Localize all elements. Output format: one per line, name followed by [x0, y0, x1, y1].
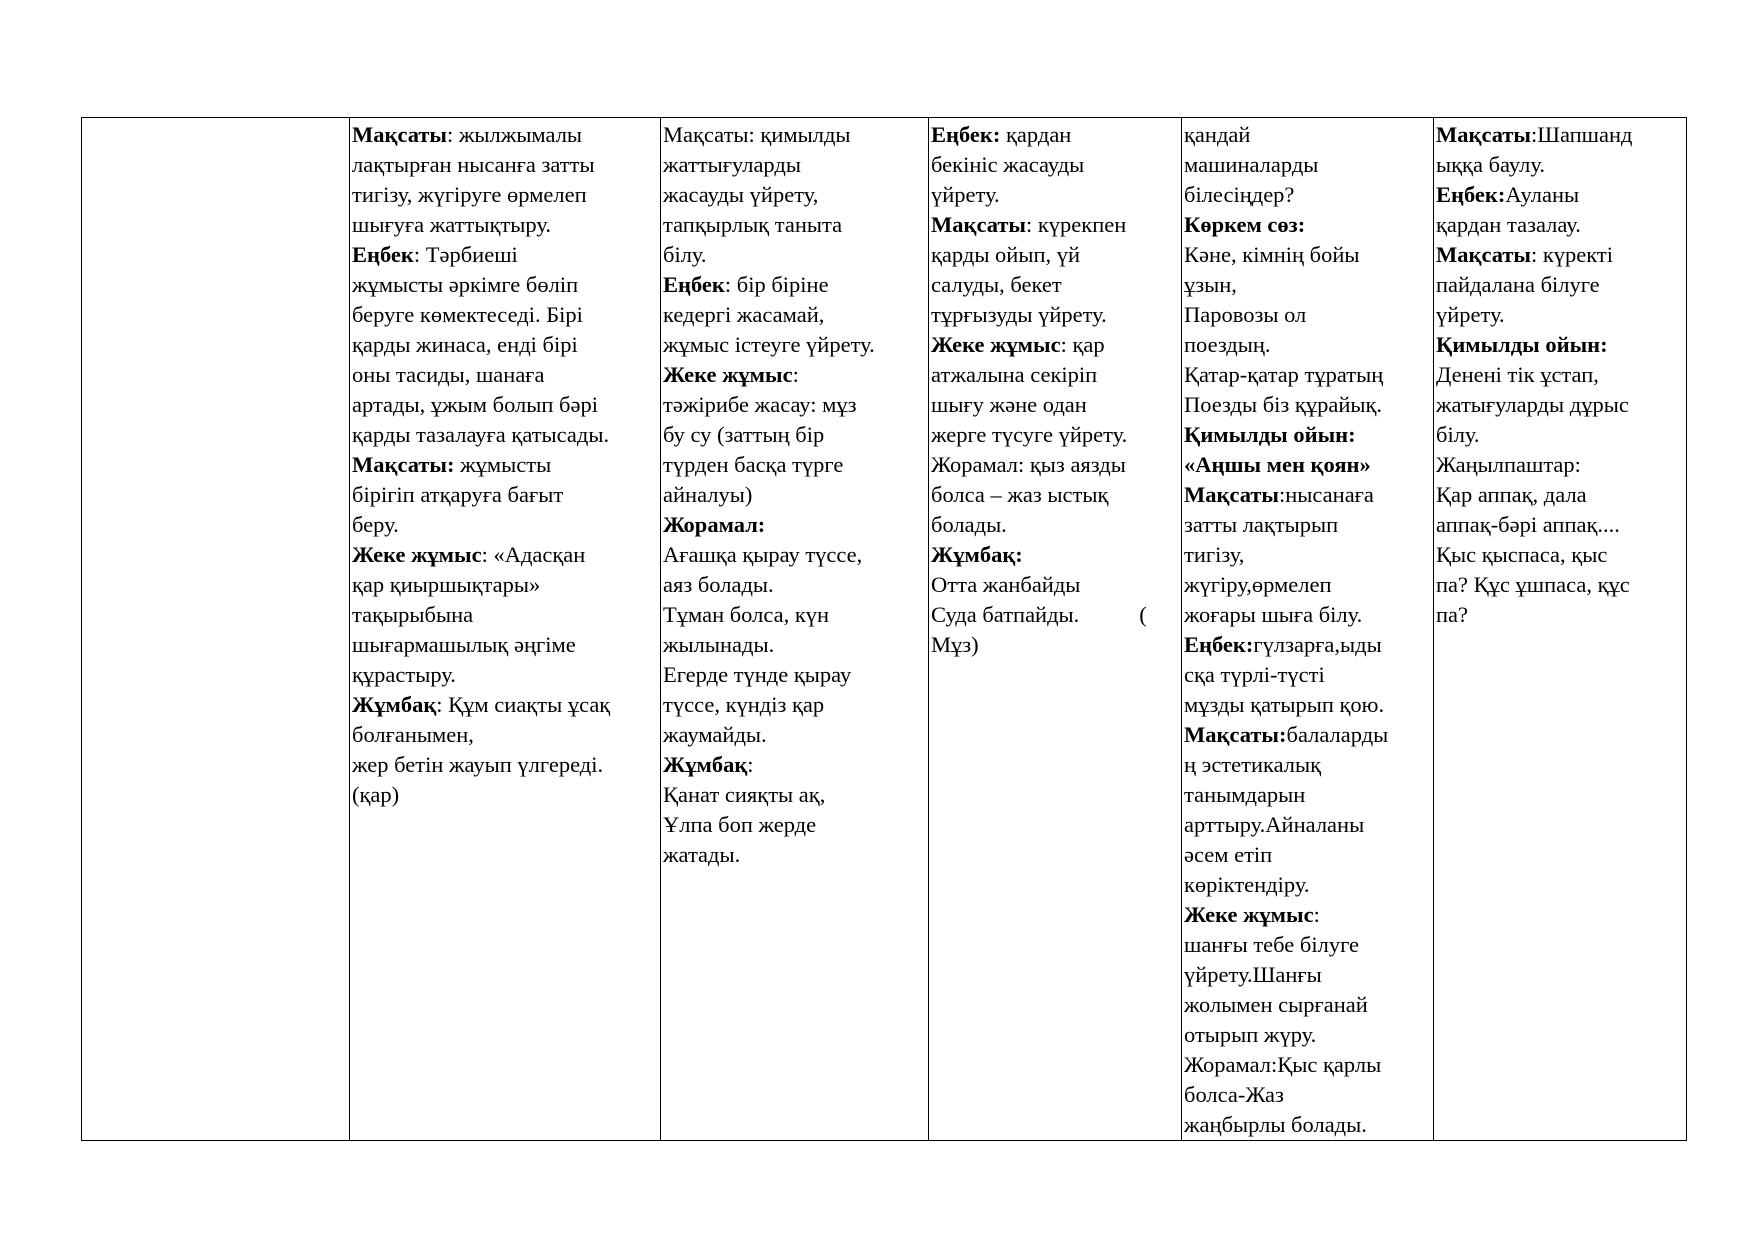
text-line	[1184, 360, 1431, 390]
text-line	[1184, 1110, 1431, 1140]
text-line	[352, 150, 658, 180]
text-line	[1436, 150, 1684, 180]
bold-label: Мақсаты	[1184, 482, 1279, 507]
text-segment: қарды тазалауға қатысады.	[352, 422, 610, 447]
text-segment: қардан	[1000, 122, 1072, 147]
bold-label: Қимылды ойын:	[1436, 332, 1608, 357]
text-line	[1184, 420, 1431, 450]
text-line	[1184, 1050, 1431, 1080]
text-line	[663, 720, 926, 750]
text-line	[663, 810, 926, 840]
text-segment: гүлзарға,ыды	[1253, 632, 1382, 657]
bold-label: Еңбек	[663, 272, 725, 297]
text-segment: : қар	[1060, 332, 1105, 357]
text-segment: артады, ұжым болып бәрі	[352, 392, 598, 417]
bold-label: Мақсаты:	[352, 452, 455, 477]
bold-label: Еңбек:	[1184, 632, 1254, 657]
text-segment: Жорамал:Қыс қарлы	[1184, 1052, 1382, 1077]
table-cell-activity-3	[929, 118, 1182, 1141]
text-segment: Қар аппақ, дала	[1436, 482, 1587, 507]
text-line	[1436, 510, 1684, 540]
text-segment: қарды жинаса, енді бірі	[352, 332, 578, 357]
text-line	[1436, 270, 1684, 300]
bold-label: Жұмбақ	[663, 752, 748, 777]
text-segment: оны тасиды, шанаға	[352, 362, 545, 387]
text-segment: аяз болады.	[663, 572, 774, 597]
text-segment: кедергі жасамай,	[663, 302, 825, 327]
text-line	[352, 300, 658, 330]
text-segment: :	[747, 752, 754, 777]
text-line	[663, 480, 926, 510]
text-segment: ң эстетикалық	[1184, 752, 1322, 777]
text-segment: Отта жанбайды	[931, 572, 1081, 597]
text-line	[663, 660, 926, 690]
text-segment: отырып жүру.	[1184, 1022, 1317, 1047]
text-line	[663, 840, 926, 870]
lesson-plan-table	[81, 117, 1687, 1141]
text-line	[1184, 600, 1431, 630]
text-segment: білесіңдер?	[1184, 182, 1295, 207]
text-segment: мұзды қатырып қою.	[1184, 692, 1385, 717]
text-segment: жүгіру,өрмелеп	[1184, 572, 1332, 597]
text-line	[1436, 570, 1684, 600]
text-line	[931, 150, 1179, 180]
text-line	[1184, 120, 1431, 150]
text-line	[1184, 900, 1431, 930]
text-segment: шығармашылық әңгіме	[352, 632, 576, 657]
text-line	[1436, 120, 1684, 150]
text-line	[1436, 420, 1684, 450]
bold-label: Еңбек	[352, 242, 414, 267]
table-cell-activity-4	[1182, 118, 1434, 1141]
text-segment: танымдарын	[1184, 782, 1306, 807]
text-line	[663, 120, 926, 150]
text-segment: тұрғызуды үйрету.	[931, 302, 1107, 327]
text-line	[663, 180, 926, 210]
text-line	[931, 360, 1179, 390]
text-line	[931, 480, 1179, 510]
text-segment: шығу және одан	[931, 392, 1087, 417]
text-segment: шанғы тебе білуге	[1184, 932, 1360, 957]
bold-label: Мақсаты:	[1184, 722, 1287, 747]
text-segment: пайдалана білуге	[1436, 272, 1600, 297]
text-segment: па?	[1436, 602, 1469, 627]
text-segment: шығуға жаттықтыру.	[352, 212, 551, 237]
text-segment: :Шапшанд	[1531, 122, 1633, 147]
text-segment: жерге түсуге үйрету.	[931, 422, 1128, 447]
text-line	[1436, 300, 1684, 330]
text-line	[1184, 750, 1431, 780]
text-segment: Қанат сияқты ақ,	[663, 782, 826, 807]
text-line	[352, 570, 658, 600]
text-segment: (	[1139, 602, 1147, 627]
text-line	[1184, 930, 1431, 960]
bold-label: Қимылды ойын:	[1184, 422, 1356, 447]
text-segment: :	[1313, 902, 1320, 927]
text-line	[1436, 540, 1684, 570]
bold-label: Еңбек:	[1436, 182, 1506, 207]
text-segment: беруге көмектеседі. Бірі	[352, 302, 583, 327]
text-segment: : «Адасқан	[481, 542, 586, 567]
text-line	[352, 450, 658, 480]
text-segment: үйрету.Шанғы	[1184, 962, 1322, 987]
text-segment: : Тәрбиеші	[413, 242, 518, 267]
text-segment: үйрету.	[931, 182, 1000, 207]
text-line	[1184, 990, 1431, 1020]
text-segment: білу.	[1436, 422, 1480, 447]
text-line	[931, 330, 1179, 360]
text-line	[352, 660, 658, 690]
bold-label: Мақсаты	[931, 212, 1026, 237]
bold-label: Мақсаты	[352, 122, 447, 147]
text-segment: жатады.	[663, 842, 741, 867]
text-segment: қардан тазалау.	[1436, 212, 1581, 237]
text-line	[931, 600, 1179, 630]
text-line	[663, 240, 926, 270]
text-segment: жаттығуларды	[663, 152, 801, 177]
text-line	[1184, 720, 1431, 750]
text-segment: (қар)	[352, 782, 400, 807]
text-line	[352, 690, 658, 720]
text-line	[1436, 450, 1684, 480]
text-line	[1184, 330, 1431, 360]
table-cell-activity-2	[661, 118, 929, 1141]
text-segment: құрастыру.	[352, 662, 456, 687]
text-line	[663, 450, 926, 480]
text-segment: тапқырлық таныта	[663, 212, 843, 237]
text-line	[1436, 600, 1684, 630]
bold-label: Жұмбақ:	[931, 542, 1023, 567]
bold-label: Жеке жұмыс	[931, 332, 1061, 357]
text-line	[663, 570, 926, 600]
text-segment: жылынады.	[663, 632, 775, 657]
text-segment: : бір біріне	[724, 272, 829, 297]
text-line	[1184, 300, 1431, 330]
table-cell-empty	[82, 118, 350, 1141]
text-line	[352, 750, 658, 780]
text-line	[1184, 270, 1431, 300]
text-line	[663, 780, 926, 810]
text-segment: ыққа баулу.	[1436, 152, 1545, 177]
text-line	[352, 120, 658, 150]
text-line	[352, 480, 658, 510]
text-segment: па? Құс ұшпаса, құс	[1436, 572, 1630, 597]
table-row	[82, 118, 1687, 1141]
text-segment: сқа түрлі-түсті	[1184, 662, 1325, 687]
bold-label: Мақсаты	[1436, 242, 1531, 267]
text-line	[352, 330, 658, 360]
text-line	[1184, 480, 1431, 510]
text-segment: Денені тік ұстап,	[1436, 362, 1599, 387]
text-segment: Мақсаты: қимылды	[663, 122, 851, 147]
text-segment: жер бетін жауып үлгереді.	[352, 752, 604, 777]
text-segment: жұмысты	[454, 452, 552, 477]
text-line	[1184, 210, 1431, 240]
bold-label: Жеке жұмыс	[663, 362, 793, 387]
text-line	[352, 540, 658, 570]
text-segment: болса-Жаз	[1184, 1082, 1284, 1107]
text-segment: поездың.	[1184, 332, 1271, 357]
text-line	[1184, 390, 1431, 420]
text-line	[1436, 180, 1684, 210]
text-line	[1184, 960, 1431, 990]
text-segment: Поезды біз құрайық.	[1184, 392, 1383, 417]
text-line	[663, 750, 926, 780]
text-line	[663, 510, 926, 540]
text-line	[352, 630, 658, 660]
text-segment: білу.	[663, 242, 707, 267]
text-segment: жасауды үйрету,	[663, 182, 819, 207]
text-segment: : жылжымалы	[447, 122, 583, 147]
text-line	[931, 120, 1179, 150]
text-line	[931, 240, 1179, 270]
text-line	[352, 240, 658, 270]
text-segment: Қатар-қатар тұратың	[1184, 362, 1384, 387]
text-line	[663, 210, 926, 240]
text-line	[1436, 390, 1684, 420]
text-line	[1184, 540, 1431, 570]
text-segment: : Құм сиақты ұсақ	[436, 692, 611, 717]
text-line	[1184, 660, 1431, 690]
text-segment: Жорамал: қыз аязды	[931, 452, 1126, 477]
text-segment: машиналарды	[1184, 152, 1319, 177]
bold-label: Жеке жұмыс	[1184, 902, 1314, 927]
text-line	[931, 450, 1179, 480]
text-line	[1184, 570, 1431, 600]
text-line	[1184, 180, 1431, 210]
text-line	[931, 180, 1179, 210]
bold-label: Жұмбақ	[352, 692, 437, 717]
table-cell-activity-5	[1434, 118, 1687, 1141]
text-segment: Ұлпа боп жерде	[663, 812, 817, 837]
text-line	[352, 180, 658, 210]
text-line	[931, 390, 1179, 420]
text-line	[663, 630, 926, 660]
text-segment: болады.	[931, 512, 1007, 537]
text-line	[663, 690, 926, 720]
text-line	[1184, 870, 1431, 900]
text-segment: жұмыс істеуге үйрету.	[663, 332, 875, 357]
text-line	[931, 210, 1179, 240]
text-segment: жоғары шыға білу.	[1184, 602, 1363, 627]
text-segment: жаумайды.	[663, 722, 767, 747]
text-segment: арттыру.Айналаны	[1184, 812, 1365, 837]
bold-label: Мақсаты	[1436, 122, 1531, 147]
text-line	[1436, 360, 1684, 390]
text-line	[663, 360, 926, 390]
text-line	[931, 540, 1179, 570]
text-segment: Ағашқа қырау түссе,	[663, 542, 863, 567]
text-segment: тақырыбына	[352, 602, 474, 627]
text-line	[1184, 630, 1431, 660]
text-segment: жұмысты әркімге бөліп	[352, 272, 579, 297]
text-line	[663, 600, 926, 630]
text-segment: жолымен сырғанай	[1184, 992, 1368, 1017]
text-segment: балаларды	[1286, 722, 1389, 747]
text-segment: түссе, күндіз қар	[663, 692, 825, 717]
text-segment: қандай	[1184, 122, 1251, 147]
text-segment: көріктендіру.	[1184, 872, 1310, 897]
text-segment: беру.	[352, 512, 399, 537]
text-line	[663, 300, 926, 330]
text-segment: тигізу, жүгіруге өрмелеп	[352, 182, 587, 207]
bold-label: Жорамал:	[663, 512, 766, 537]
text-segment: жатығуларды дұрыс	[1436, 392, 1629, 417]
text-segment: Мұз)	[931, 632, 979, 657]
text-segment: лақтырған нысанға затты	[352, 152, 595, 177]
text-segment: болғанымен,	[352, 722, 474, 747]
text-line	[1184, 150, 1431, 180]
text-segment: Егерде түнде қырау	[663, 662, 852, 687]
text-segment: қар қиыршықтары»	[352, 572, 541, 597]
text-segment: ұзын,	[1184, 272, 1237, 297]
text-line	[1184, 840, 1431, 870]
text-segment: аппақ-бәрі аппақ....	[1436, 512, 1620, 537]
text-line	[352, 270, 658, 300]
bold-label: Еңбек:	[931, 122, 1001, 147]
text-line	[352, 360, 658, 390]
bold-label: Жеке жұмыс	[352, 542, 482, 567]
text-segment: атжалына секіріп	[931, 362, 1098, 387]
text-line	[352, 210, 658, 240]
text-line	[1184, 240, 1431, 270]
text-line	[1436, 240, 1684, 270]
text-segment: Ауланы	[1505, 182, 1580, 207]
text-segment: түрден басқа түрге	[663, 452, 844, 477]
text-segment: тигізу,	[1184, 542, 1245, 567]
text-line	[352, 720, 658, 750]
text-segment: Тұман болса, күн	[663, 602, 830, 627]
bold-label: Көркем сөз:	[1184, 212, 1306, 237]
text-line	[663, 150, 926, 180]
text-segment: бекініс жасауды	[931, 152, 1085, 177]
text-segment: :	[792, 362, 799, 387]
text-line	[663, 270, 926, 300]
text-line	[663, 420, 926, 450]
text-line	[352, 510, 658, 540]
text-segment: әсем етіп	[1184, 842, 1273, 867]
text-line	[1184, 810, 1431, 840]
text-line	[931, 300, 1179, 330]
text-segment: Паровозы ол	[1184, 302, 1307, 327]
text-segment: затты лақтырып	[1184, 512, 1339, 537]
text-line	[1436, 330, 1684, 360]
text-line	[352, 420, 658, 450]
text-segment: айналуы)	[663, 482, 753, 507]
text-line	[931, 270, 1179, 300]
text-line	[1184, 510, 1431, 540]
text-line	[352, 600, 658, 630]
text-segment: бу су (заттың бір	[663, 422, 825, 447]
bold-label: «Аңшы мен қоян»	[1184, 452, 1371, 477]
text-line	[352, 780, 658, 810]
text-line	[1184, 780, 1431, 810]
text-segment: тәжірибе жасау: мұз	[663, 392, 857, 417]
text-segment: : күректі	[1531, 242, 1614, 267]
text-segment: бірігіп атқаруға бағыт	[352, 482, 564, 507]
text-line	[1184, 690, 1431, 720]
text-line	[1436, 480, 1684, 510]
text-segment: болса – жаз ыстық	[931, 482, 1109, 507]
text-line	[1184, 1080, 1431, 1110]
text-segment: Жаңылпаштар:	[1436, 452, 1581, 477]
text-line	[663, 540, 926, 570]
text-segment: :нысанаға	[1279, 482, 1374, 507]
table-cell-activity-1	[350, 118, 661, 1141]
text-line	[1184, 1020, 1431, 1050]
text-segment: үйрету.	[1436, 302, 1505, 327]
text-line	[931, 510, 1179, 540]
text-line	[931, 570, 1179, 600]
text-line	[931, 630, 1179, 660]
text-segment: қарды ойып, үй	[931, 242, 1081, 267]
text-segment: Қыс қыспаса, қыс	[1436, 542, 1608, 567]
text-line	[352, 390, 658, 420]
text-line	[1184, 450, 1431, 480]
text-segment: Кәне, кімнің бойы	[1184, 242, 1360, 267]
text-segment: : күрекпен	[1026, 212, 1127, 237]
text-segment: салуды, бекет	[931, 272, 1062, 297]
text-line	[1436, 210, 1684, 240]
text-segment: Суда батпайды.	[931, 602, 1080, 627]
text-line	[931, 420, 1179, 450]
text-segment: жаңбырлы болады.	[1184, 1112, 1367, 1137]
text-line	[663, 330, 926, 360]
text-line	[663, 390, 926, 420]
